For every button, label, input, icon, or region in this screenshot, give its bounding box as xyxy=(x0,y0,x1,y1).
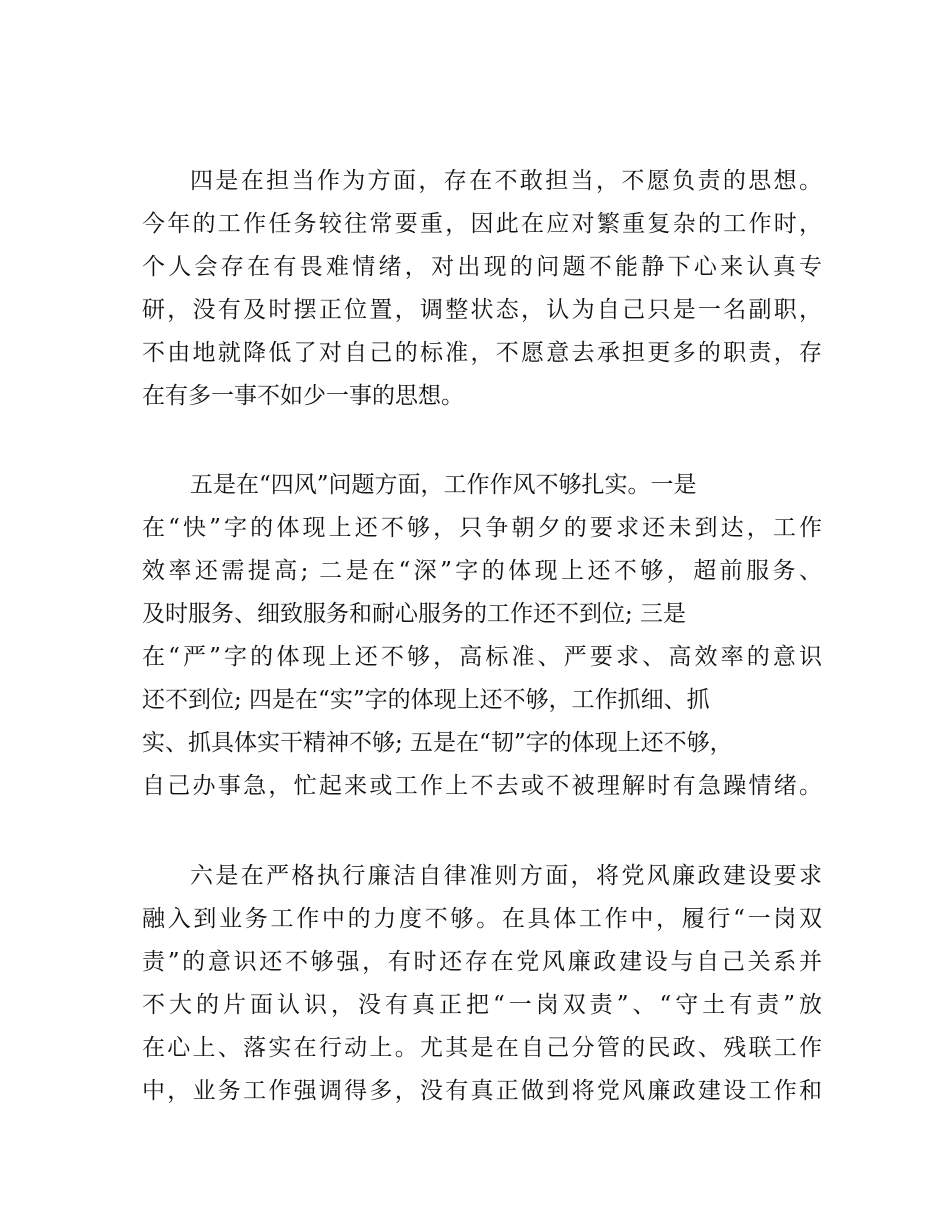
paragraph-integrity xyxy=(142,855,822,1113)
text-line: 实、抓具体实干精神不够; 五是在“韧”字的体现上还不够， xyxy=(142,730,733,756)
text-line: 在心上、落实在行动上。尤其是在自己分管的民政、残联工作 xyxy=(142,1035,822,1061)
text-line: 在有多一事不如少一事的思想。 xyxy=(142,383,464,409)
text-line: 不由地就降低了对自己的标准，不愿意去承担更多的职责，存 xyxy=(142,340,822,366)
text-line: 及时服务、细致服务和耐心服务的工作还不到位; 三是 xyxy=(142,601,687,627)
text-line: 四是在担当作为方面，存在不敢担当，不愿负责的思想。 xyxy=(190,168,822,194)
text-line: 今年的工作任务较往常要重，因此在应对繁重复杂的工作时， xyxy=(142,211,822,237)
text-line: 六是在严格执行廉洁自律准则方面，将党风廉政建设要求 xyxy=(190,863,822,889)
paragraph-four-winds xyxy=(142,464,822,808)
text-line: 效率还需提高; 二是在“深”字的体现上还不够，超前服务、 xyxy=(142,558,822,584)
text-line: 在“快”字的体现上还不够，只争朝夕的要求还未到达，工作 xyxy=(142,515,822,541)
paragraph-responsibility xyxy=(142,160,822,418)
text-line: 中，业务工作强调得多，没有真正做到将党风廉政建设工作和 xyxy=(142,1078,822,1104)
text-line: 自己办事急，忙起来或工作上不去或不被理解时有急躁情绪。 xyxy=(142,773,822,799)
text-line: 融入到业务工作中的力度不够。在具体工作中，履行“一岗双 xyxy=(142,906,822,932)
text-line: 个人会存在有畏难情绪，对出现的问题不能静下心来认真专 xyxy=(142,254,822,280)
text-line: 还不到位; 四是在“实”字的体现上还不够，工作抓细、抓 xyxy=(142,687,710,713)
text-line: 研，没有及时摆正位置，调整状态，认为自己只是一名副职， xyxy=(142,297,822,323)
text-line: 在“严”字的体现上还不够，高标准、严要求、高效率的意识 xyxy=(142,644,822,670)
text-line: 五是在“四风”问题方面，工作作风不够扎实。一是 xyxy=(190,472,697,498)
text-line: 不大的片面认识，没有真正把“一岗双责”、“守土有责”放 xyxy=(142,992,822,1018)
text-line: 责”的意识还不够强，有时还存在党风廉政建设与自己关系并 xyxy=(142,949,822,975)
